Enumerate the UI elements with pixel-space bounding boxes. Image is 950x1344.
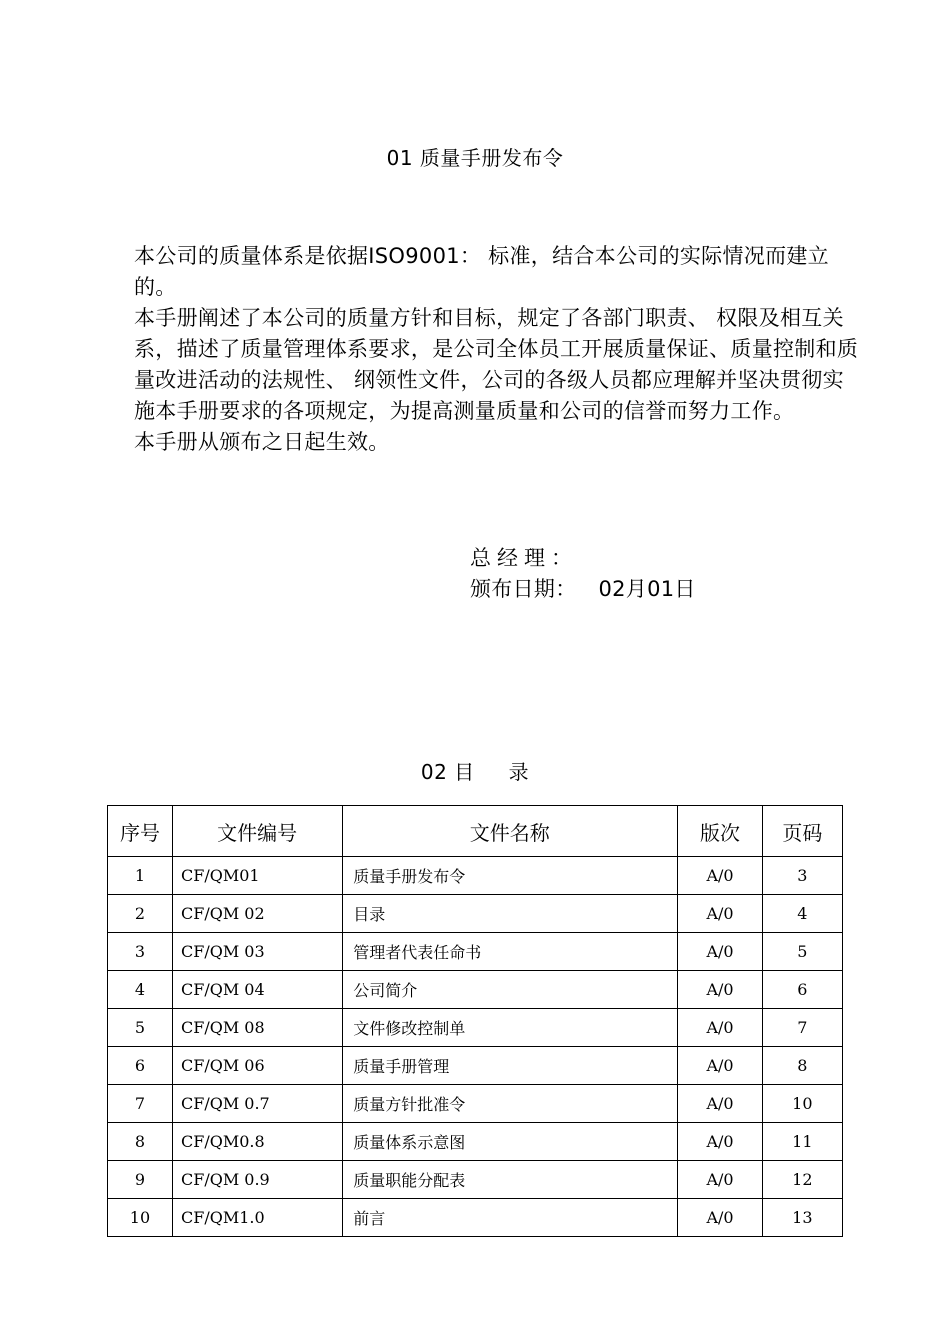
row-number: 2: [108, 895, 173, 933]
signature-block: [470, 543, 696, 605]
document-version: A/0: [678, 1199, 762, 1237]
document-version: A/0: [678, 1009, 762, 1047]
release-order-body: [92, 241, 862, 458]
document-name: 目录: [343, 895, 678, 933]
document-page: 4: [762, 895, 842, 933]
table-row: [108, 1009, 843, 1047]
contents-table: [107, 805, 843, 1237]
document-version: A/0: [678, 971, 762, 1009]
document-page: 7: [762, 1009, 842, 1047]
document-version: A/0: [678, 1085, 762, 1123]
document-page: 10: [762, 1085, 842, 1123]
column-header-version: 版次: [678, 806, 762, 857]
release-date-row: [470, 574, 696, 605]
row-number: 5: [108, 1009, 173, 1047]
document-code: CF/QM01: [172, 857, 342, 895]
column-header-page: 页码: [762, 806, 842, 857]
table-row: [108, 1199, 843, 1237]
document-code: CF/QM 02: [172, 895, 342, 933]
document-name: 质量职能分配表: [343, 1161, 678, 1199]
document-version: A/0: [678, 857, 762, 895]
document-page: 8: [762, 1047, 842, 1085]
row-number: 9: [108, 1161, 173, 1199]
column-header-no: 序号: [108, 806, 173, 857]
document-code: CF/QM0.8: [172, 1123, 342, 1161]
row-number: 10: [108, 1199, 173, 1237]
document-code: CF/QM1.0: [172, 1199, 342, 1237]
document-page: 3: [762, 857, 842, 895]
document-name: 管理者代表任命书: [343, 933, 678, 971]
section-title-contents: [0, 756, 950, 785]
row-number: 7: [108, 1085, 173, 1123]
document-version: A/0: [678, 895, 762, 933]
contents-title-number: 02: [420, 760, 448, 784]
general-manager-label: 总经理：: [470, 546, 578, 570]
document-code: CF/QM 0.9: [172, 1161, 342, 1199]
document-code: CF/QM 0.7: [172, 1085, 342, 1123]
document-page: 6: [762, 971, 842, 1009]
row-number: 1: [108, 857, 173, 895]
document-name: 质量方针批准令: [343, 1085, 678, 1123]
document-version: A/0: [678, 1161, 762, 1199]
table-row: [108, 1161, 843, 1199]
table-row: [108, 857, 843, 895]
document-name: 质量体系示意图: [343, 1123, 678, 1161]
document-code: CF/QM 04: [172, 971, 342, 1009]
document-version: A/0: [678, 1123, 762, 1161]
row-number: 6: [108, 1047, 173, 1085]
row-number: 8: [108, 1123, 173, 1161]
document-page: 11: [762, 1123, 842, 1161]
document-page: 12: [762, 1161, 842, 1199]
row-number: 4: [108, 971, 173, 1009]
document-name: 公司简介: [343, 971, 678, 1009]
document-version: A/0: [678, 933, 762, 971]
document-code: CF/QM 08: [172, 1009, 342, 1047]
contents-title-char-2: 录: [508, 760, 530, 784]
paragraph-2: 本手册阐述了本公司的质量方针和目标，规定了各部门职责、 权限及相互关系，描述了质量管理体系要求，是公司全体员工开展质量保证、质量控制和质量改进活动的法规性、 纲领性文件，公司的各级人员都应理解并坚决贯彻实施本手册要求的各项规定，为提高测量质量和公司的信誉而努力工作。: [134, 306, 859, 423]
paragraph-1: 本公司的质量体系是依据ISO9001： 标准，结合本公司的实际情况而建立的。: [134, 244, 829, 299]
table-header-row: [108, 806, 843, 857]
table-row: [108, 1047, 843, 1085]
document-page: 5: [762, 933, 842, 971]
column-header-name: 文件名称: [343, 806, 678, 857]
document-name: 质量手册发布令: [343, 857, 678, 895]
release-date-label: 颁布日期：: [470, 577, 577, 601]
document-name: 前言: [343, 1199, 678, 1237]
column-header-code: 文件编号: [172, 806, 342, 857]
release-date-value: 02月01日: [598, 577, 696, 601]
table-row: [108, 1085, 843, 1123]
document-version: A/0: [678, 1047, 762, 1085]
document-name: 质量手册管理: [343, 1047, 678, 1085]
table-row: [108, 971, 843, 1009]
row-number: 3: [108, 933, 173, 971]
table-row: [108, 895, 843, 933]
table-row: [108, 933, 843, 971]
section-title-release-order: 01 质量手册发布令: [386, 146, 564, 170]
document-page: 13: [762, 1199, 842, 1237]
document-code: CF/QM 06: [172, 1047, 342, 1085]
document-name: 文件修改控制单: [343, 1009, 678, 1047]
paragraph-3: 本手册从颁布之日起生效。: [134, 430, 390, 454]
table-row: [108, 1123, 843, 1161]
document-code: CF/QM 03: [172, 933, 342, 971]
contents-title-char-1: 目: [454, 760, 475, 784]
